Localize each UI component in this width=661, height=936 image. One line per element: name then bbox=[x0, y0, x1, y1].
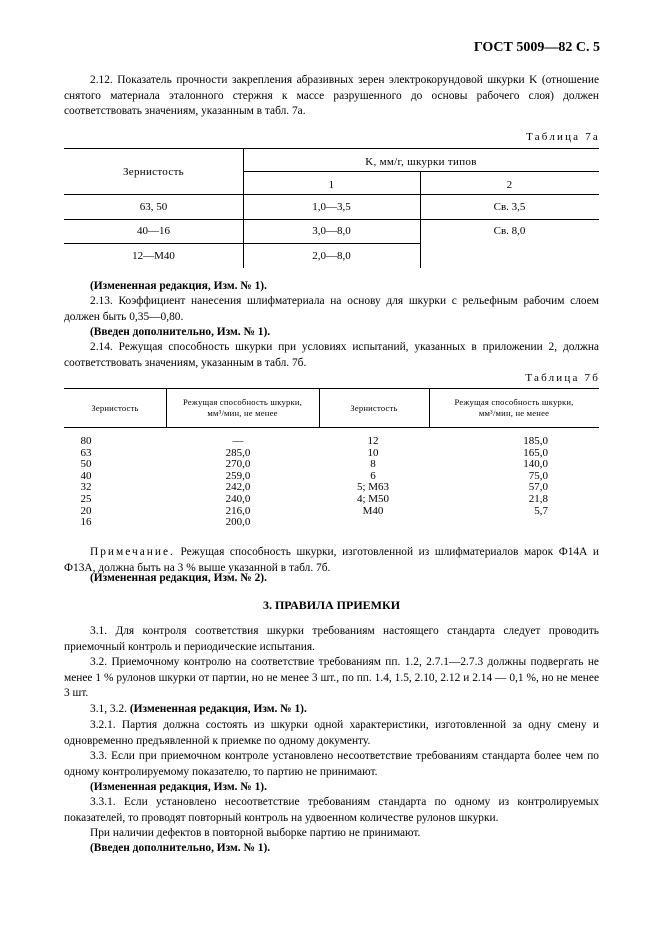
table-7b-h-grain-right: Зернистость bbox=[350, 403, 398, 413]
note-added-1b: (Введен дополнительно, Изм. № 1). bbox=[90, 842, 271, 854]
table-7a-caption: Таблица 7а bbox=[526, 131, 600, 143]
table-7b-h-grain-left: Зернистость bbox=[91, 403, 139, 413]
cut-value: 216,0 bbox=[225, 504, 251, 517]
grain-value: 16 bbox=[80, 516, 92, 529]
table-7b-h-cut-right bbox=[429, 397, 599, 419]
grain-value: 80 bbox=[80, 435, 92, 447]
grain-value: 8 bbox=[370, 458, 376, 471]
table-7b-col-left-grain bbox=[64, 436, 108, 529]
table-7a-r1-t1: 1,0—3,5 bbox=[312, 201, 351, 213]
table-7a-r2-grain: 40—16 bbox=[137, 225, 170, 237]
table-7a-header-grain: Зернистость bbox=[123, 166, 184, 178]
table-7b-h-cut-right-l2: мм³/мин, не менее bbox=[478, 408, 550, 418]
table-7a-r1-t2: Св. 3,5 bbox=[493, 201, 526, 213]
grain-value: М40 bbox=[362, 504, 384, 517]
table-7b-h-cut-left-l1: Режущая способность шкурки, bbox=[183, 397, 302, 407]
table-7a-r3-t1: 2,0—8,0 bbox=[312, 250, 351, 262]
cut-value: 75,0 bbox=[528, 469, 548, 482]
table-7a-header-k: K, мм/г, шкурки типов bbox=[365, 156, 477, 168]
cut-value: 21,8 bbox=[528, 492, 548, 505]
paragraph-2-12: 2.12. Показатель прочности закрепления абразивных зерен электрокорундовой шкурки K (отношение снятого материала эталонного стержня к массе разрушенного до основы рабочего слоя) должен соответствовать значениям, указанным в табл. 7а. bbox=[64, 74, 599, 118]
cut-value: 57,0 bbox=[528, 481, 548, 494]
grain-value: 6 bbox=[370, 469, 376, 482]
section-title: 3. ПРАВИЛА ПРИЕМКИ bbox=[262, 598, 401, 612]
cut-value: 185,0 bbox=[523, 435, 548, 447]
paragraph-3-2-1: 3.2.1. Партия должна состоять из шкурки одной характеристики, изготовленной за одну смену и одновременно предъявленной к приемке по одному документу. bbox=[64, 719, 599, 747]
note-edit-1b: (Измененная редакция, Изм. № 1). bbox=[90, 781, 267, 793]
note-edit-2: (Измененная редакция, Изм. № 2). bbox=[90, 572, 267, 584]
cut-value: 285,0 bbox=[225, 446, 251, 459]
grain-value: 5; М63 bbox=[356, 481, 390, 494]
table-7a-r2-t2: Св. 8,0 bbox=[493, 225, 526, 237]
grain-value: 50 bbox=[80, 458, 92, 471]
grain-value: 4; М50 bbox=[356, 492, 390, 505]
paragraph-3-3-1: 3.3.1. Если установлено несоответствие требованиям стандарта по одному из контролируемых показателей, то проводят повторный контроль на удвоенном количестве рулонов шкурки. bbox=[64, 796, 599, 824]
note-label: Примечание. bbox=[90, 546, 175, 558]
paragraph-2-14: 2.14. Режущая способность шкурки при условиях испытаний, указанных в приложении 2, должна соответствовать значениям, указанным в табл. 7б. bbox=[64, 341, 599, 369]
paragraph-3-1: 3.1. Для контроля соответствия шкурки требованиям настоящего стандарта следует проводить приемочный контроль и периодические испытания. bbox=[64, 625, 599, 653]
cut-value: 259,0 bbox=[225, 469, 251, 482]
note-3-1-3-2: 3.1, 3.2. (Измененная редакция, Изм. № 1). bbox=[90, 703, 307, 715]
cut-value: 200,0 bbox=[225, 516, 251, 529]
grain-value: 20 bbox=[80, 504, 92, 517]
cut-value: 5,7 bbox=[534, 504, 548, 517]
cut-value: 165,0 bbox=[523, 446, 548, 459]
paragraph-defects: При наличии дефектов в повторной выборке партию не принимают. bbox=[90, 827, 421, 839]
table-7b-note: Примечание. Режущая способность шкурки, изготовленной из шлифматериалов марок Ф14А и Ф13А, должна быть на 3 % выше указанной в табл. 7б. bbox=[64, 546, 599, 574]
cut-value: 242,0 bbox=[225, 481, 251, 494]
grain-value: 63 bbox=[80, 446, 92, 459]
paragraph-3-2: 3.2. Приемочному контролю на соответствие требованиям пп. 1.2, 2.7.1—2.7.3 должны подвергать не менее 1 % рулонов шкурки от партии, но не менее 3 шт., по пп. 1.4, 1.5, 2.10, 2.12 и 2.14 — 0,1 %, но не менее 3 шт. bbox=[64, 656, 599, 700]
note-edit-1a: (Измененная редакция, Изм. № 1). bbox=[90, 280, 267, 292]
table-7a-sub-2: 2 bbox=[506, 179, 513, 191]
table-7b-caption: Таблица 7б bbox=[525, 372, 600, 384]
grain-value: 32 bbox=[80, 481, 92, 494]
cut-value: 270,0 bbox=[225, 458, 251, 471]
table-7b-col-right-cut bbox=[478, 436, 548, 517]
page-header: ГОСТ 5009—82 С. 5 bbox=[473, 40, 600, 55]
table-7b-h-cut-left-l2: мм³/мин, не менее bbox=[207, 408, 278, 418]
grain-value: 12 bbox=[367, 435, 379, 447]
cut-value: 240,0 bbox=[225, 492, 251, 505]
table-7a-sub-1: 1 bbox=[328, 179, 335, 191]
table-7b-h-cut-right-l1: Режущая способность шкурки, bbox=[454, 397, 574, 407]
grain-value: 25 bbox=[80, 492, 92, 505]
table-7a-r3-grain: 12—М40 bbox=[132, 250, 175, 262]
cut-value: — bbox=[232, 435, 244, 447]
cut-value: 140,0 bbox=[523, 458, 548, 471]
grain-value: 40 bbox=[80, 469, 92, 482]
table-7b-h-cut-left bbox=[166, 397, 319, 419]
table-7b-col-right-grain bbox=[340, 436, 406, 517]
paragraph-3-3: 3.3. Если при приемочном контроле установлено несоответствие требованиям стандарта более чем по одному контролируемому показателю, то партию не принимают. bbox=[64, 750, 599, 778]
note-added-1a: (Введен дополнительно, Изм. № 1). bbox=[90, 326, 271, 338]
grain-value: 10 bbox=[367, 446, 379, 459]
table-7a-r1-grain: 63, 50 bbox=[139, 201, 168, 213]
paragraph-2-13: 2.13. Коэффициент нанесения шлифматериала на основу для шкурки с рельефным рабочим слоем должен быть 0,35—0,80. bbox=[64, 295, 599, 323]
table-7a-r2-t1: 3,0—8,0 bbox=[312, 225, 351, 237]
table-7b-col-left-cut bbox=[205, 436, 271, 529]
